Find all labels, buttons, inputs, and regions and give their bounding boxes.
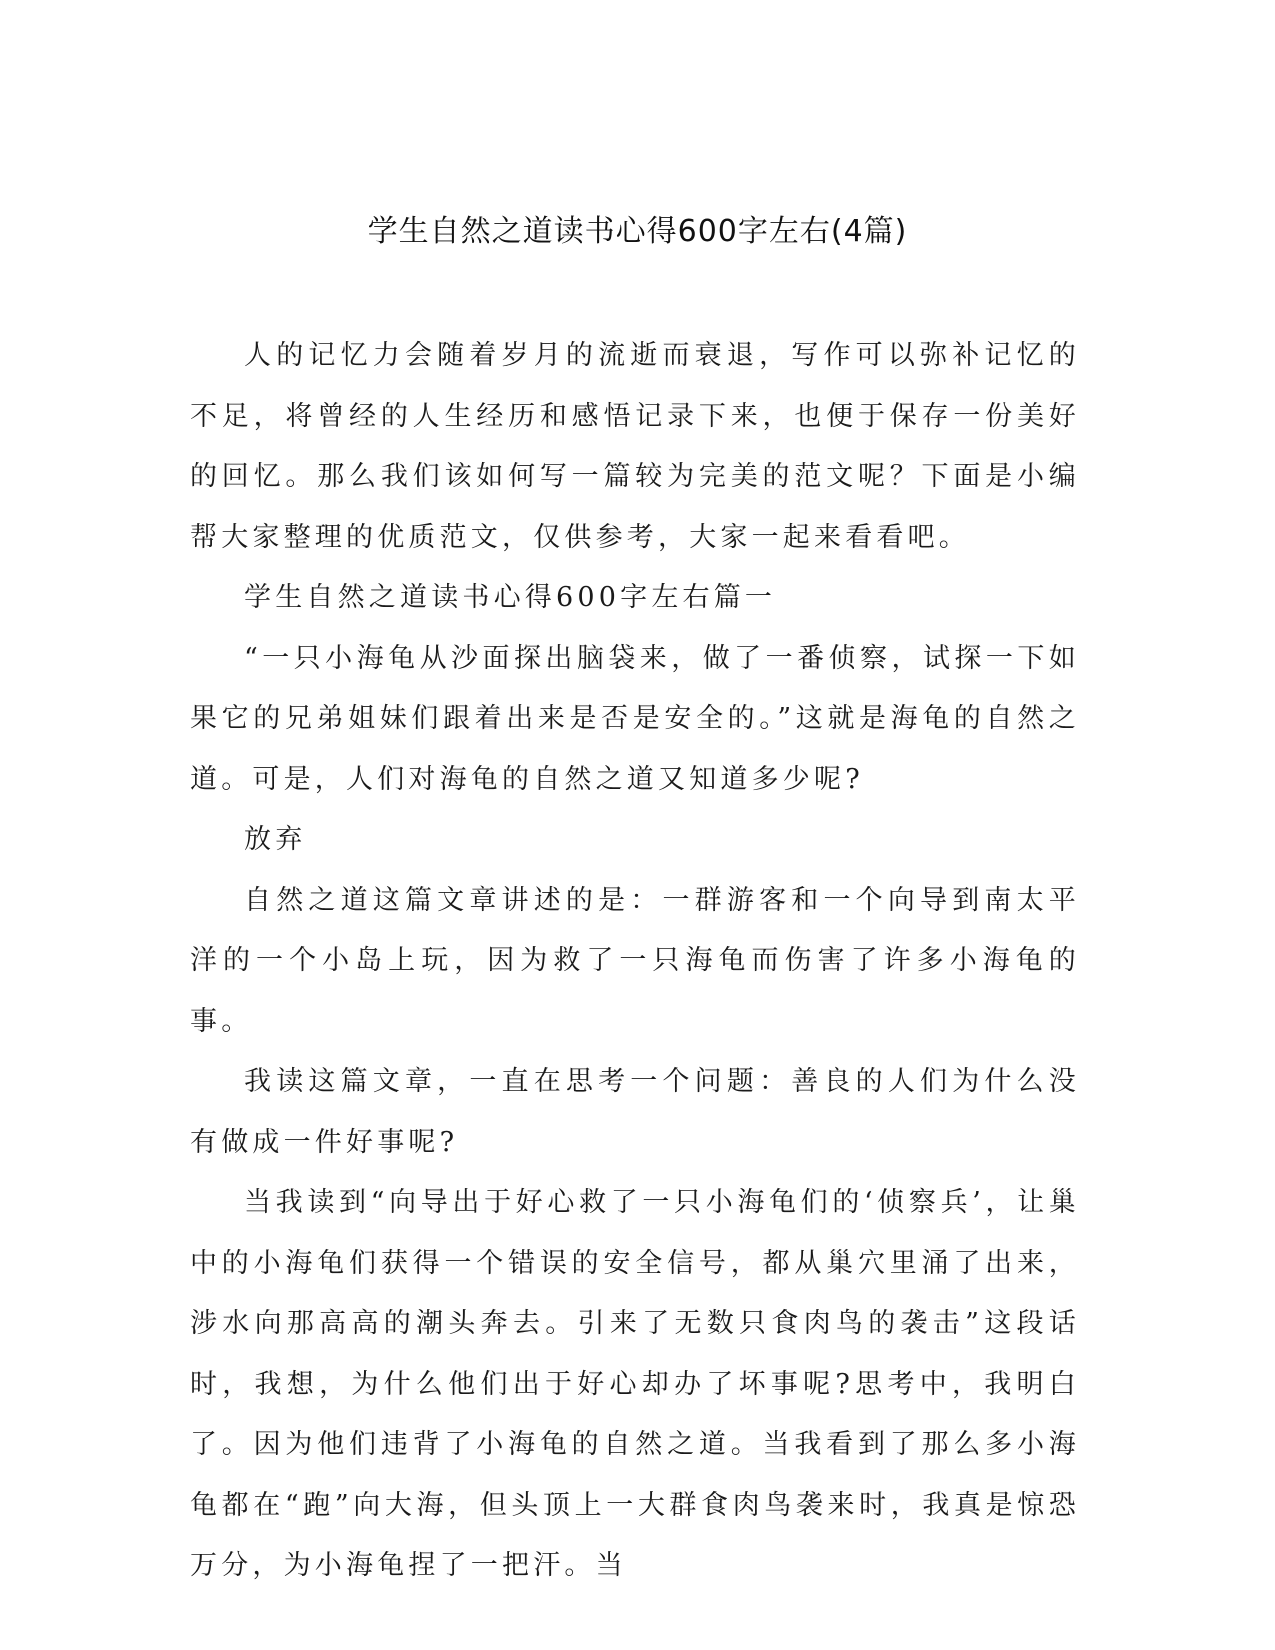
paragraph-quote: “一只小海龟从沙面探出脑袋来，做了一番侦察，试探一下如果它的兄弟姐妹们跟着出来是否是安全的。”这就是海龟的自然之道。可是，人们对海龟的自然之道又知道多少呢? xyxy=(190,642,1080,795)
paragraph-fangqi: 放弃 xyxy=(244,824,307,855)
document-body xyxy=(190,326,1080,1597)
paragraph-summary: 自然之道这篇文章讲述的是：一群游客和一个向导到南太平洋的一个小岛上玩，因为救了一只海龟而伤害了许多小海龟的事。 xyxy=(190,884,1080,1037)
paragraph-question: 我读这篇文章，一直在思考一个问题：善良的人们为什么没有做成一件好事呢? xyxy=(190,1066,1080,1158)
document-title: 学生自然之道读书心得600字左右(4篇) xyxy=(367,214,908,249)
paragraph-reflection: 当我读到“向导出于好心救了一只小海龟们的‘侦察兵’，让巢中的小海龟们获得一个错误的安全信号，都从巢穴里涌了出来，涉水向那高高的潮头奔去。引来了无数只食肉鸟的袭击”这段话时，我想，为什么他们出于好心却办了坏事呢?思考中，我明白了。因为他们违背了小海龟的自然之道。当我看到了那么多小海龟都在“跑”向大海，但头顶上一大群食肉鸟袭来时，我真是惊恐万分，为小海龟捏了一把汗。当 xyxy=(190,1187,1080,1581)
paragraph-section-heading: 学生自然之道读书心得600字左右篇一 xyxy=(244,582,777,613)
paragraph-intro: 人的记忆力会随着岁月的流逝而衰退，写作可以弥补记忆的不足，将曾经的人生经历和感悟记录下来，也便于保存一份美好的回忆。那么我们该如何写一篇较为完美的范文呢？下面是小编帮大家整理的优质范文，仅供参考，大家一起来看看吧。 xyxy=(190,340,1080,553)
